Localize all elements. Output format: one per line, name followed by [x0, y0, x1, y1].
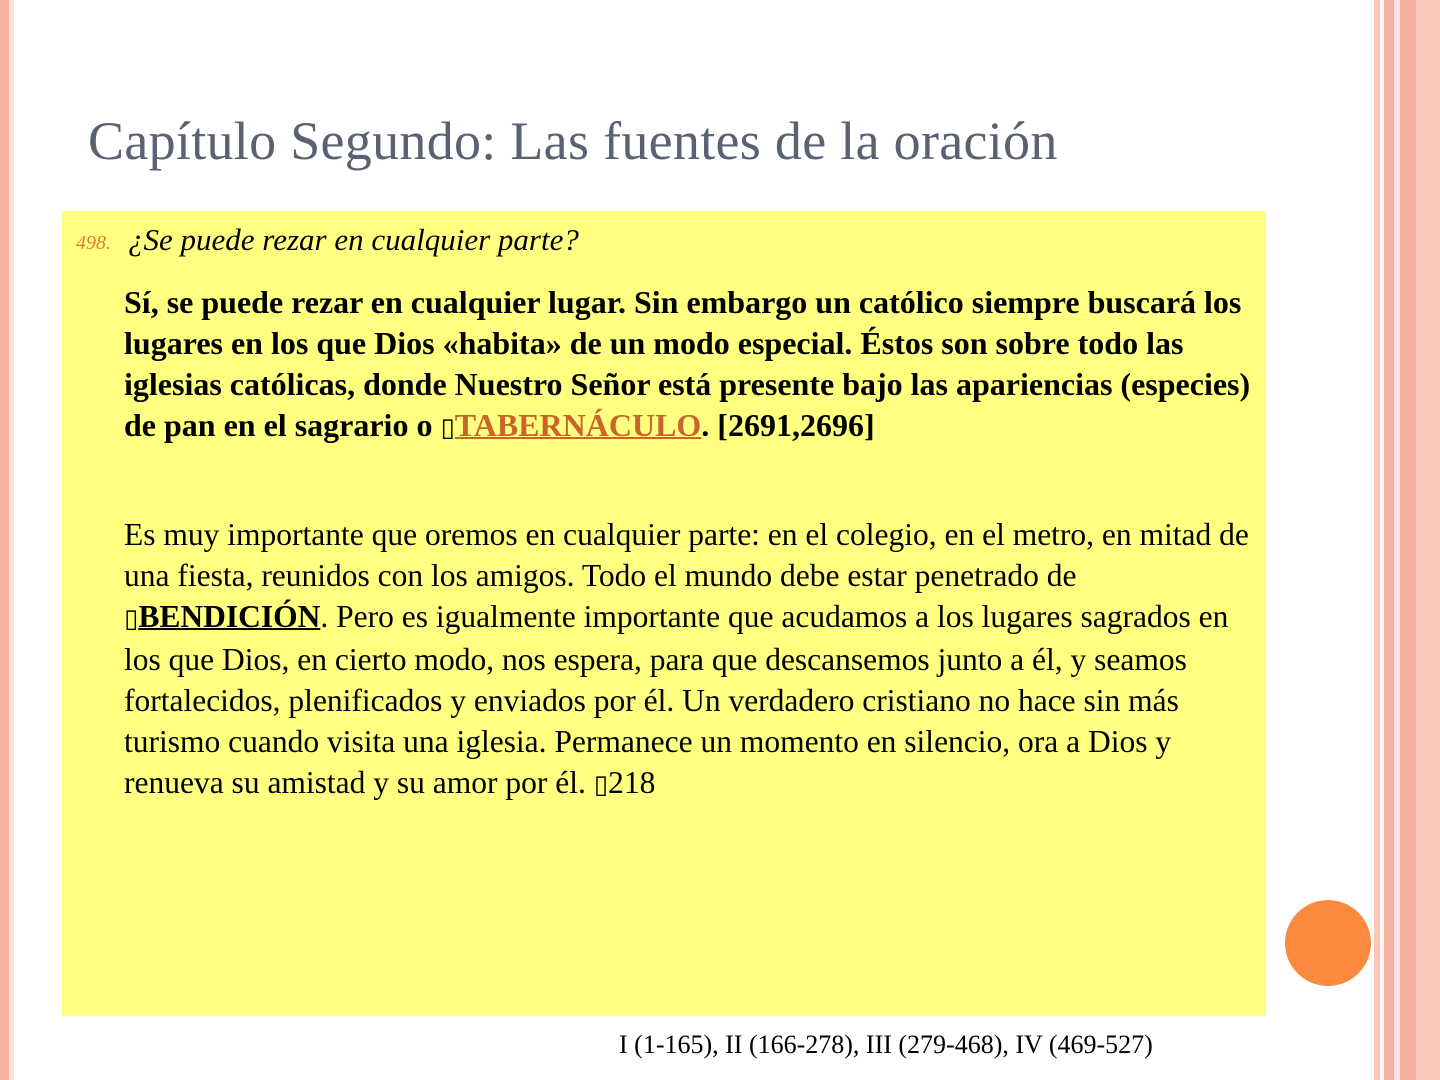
question-text: ¿Se puede rezar en cualquier parte? — [128, 222, 579, 257]
tabernaculo-link[interactable]: TABERNÁCULO — [454, 407, 702, 443]
border-right-f — [1416, 0, 1440, 1080]
slide-title: Capítulo Segundo: Las fuentes de la oración — [88, 111, 1058, 171]
border-right-e — [1400, 0, 1416, 1080]
border-left-outer — [0, 0, 9, 1080]
answer-text: Sí, se puede rezar en cualquier lugar. Sin embargo un católico siempre buscará los lugares en los que Dios «habita» de un modo especial. Éstos son sobre todo las iglesias católicas, donde Nuestro Señor está presente bajo las apariencias (especies) de pan en el sagrario o — [124, 284, 1251, 443]
reference-glyph-icon: ▯ — [593, 770, 609, 799]
border-left-inner — [9, 0, 14, 1080]
link-glyph-icon: ▯ — [124, 604, 139, 633]
explanation-paragraph — [124, 514, 1259, 805]
answer-paragraph — [124, 282, 1259, 448]
orange-circle-decoration — [1285, 900, 1371, 986]
explanation-text-start: Es muy importante que oremos en cualquier parte: en el colegio, en el metro, en mitad de una fiesta, reunidos con los amigos. Todo el mundo debe estar penetrado de — [124, 517, 1249, 593]
answer-reference: . [2691,2696] — [701, 407, 875, 443]
bendicion-link[interactable]: BENDICIÓN — [138, 599, 321, 634]
border-right-c — [1384, 0, 1394, 1080]
section-index-footer: I (1-165), II (166-278), III (279-468), IV (469-527) — [619, 1030, 1153, 1059]
question-number: 498. — [76, 232, 111, 254]
link-glyph-icon: ▯ — [440, 413, 455, 442]
explanation-reference[interactable]: 218 — [608, 765, 656, 800]
explanation-text-end: . Pero es igualmente importante que acudamos a los lugares sagrados en los que Dios, en cierto modo, nos espera, para que descansemos junto a él, y seamos fortalecidos, plenificados y enviados por él. Un verdadero cristiano no hace sin más turismo cuando visita una iglesia. Permanece un momento en silencio, ora a Dios y renueva su amistad y su amor por él. — [124, 599, 1229, 800]
